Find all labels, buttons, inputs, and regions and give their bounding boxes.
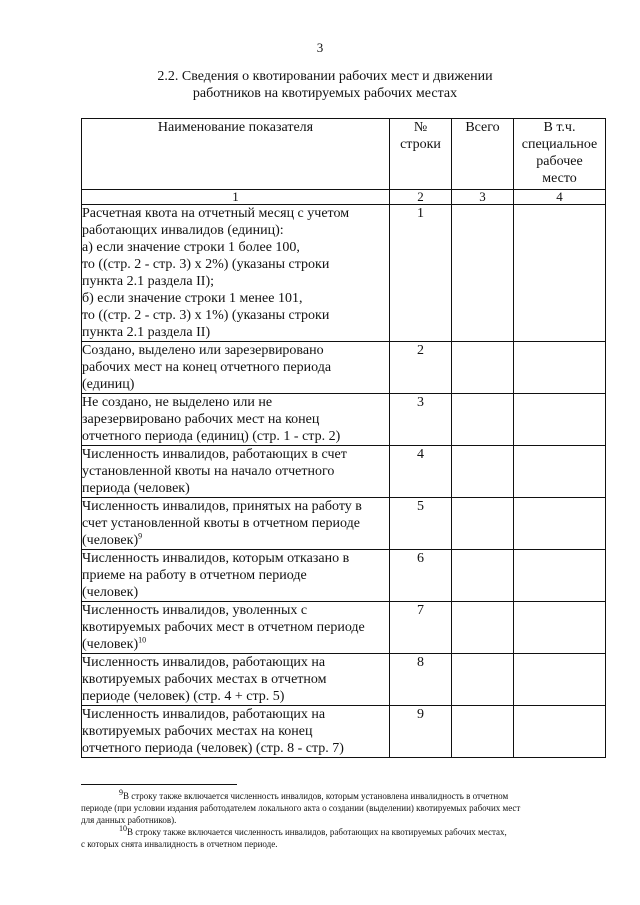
special-workplace-value-cell[interactable] <box>514 498 606 550</box>
indicator-name-line: периоде (человек) (стр. 4 + стр. 5) <box>82 689 285 704</box>
header-indicator-name: Наименование показателя <box>82 119 390 190</box>
indicator-name-line: приеме на работу в отчетном периоде <box>82 568 307 583</box>
table-row <box>82 602 606 654</box>
indicator-name-line <box>82 636 389 653</box>
special-workplace-value-cell[interactable] <box>514 394 606 446</box>
table-row <box>82 550 606 602</box>
total-value-cell[interactable] <box>452 706 514 758</box>
header-special-workplace <box>514 119 606 190</box>
table-header-row <box>82 119 606 190</box>
total-value-cell[interactable] <box>452 550 514 602</box>
total-value-cell[interactable] <box>452 205 514 342</box>
indicator-name-text: (человек) <box>82 637 139 652</box>
table-row <box>82 706 606 758</box>
indicator-name-line: отчетного периода (единиц) (стр. 1 - стр. 2) <box>82 429 341 444</box>
table-row <box>82 342 606 394</box>
indicator-name-line: периода (человек) <box>82 481 190 496</box>
line-number-cell: 5 <box>390 498 452 550</box>
header-special-line-4: место <box>542 171 577 186</box>
indicator-name-line: пункта 2.1 раздела II); <box>82 274 215 289</box>
line-number-cell: 1 <box>390 205 452 342</box>
indicator-name-line: Численность инвалидов, работающих в счет <box>82 447 347 462</box>
special-workplace-value-cell[interactable] <box>514 654 606 706</box>
footnote-mark: 10 <box>119 824 127 833</box>
indicator-name-line: (единиц) <box>82 377 135 392</box>
footnote-reference: 10 <box>138 635 147 645</box>
indicator-name-line: счет установленной квоты в отчетном периоде <box>82 516 360 531</box>
indicator-name-line: Расчетная квота на отчетный месяц с учетом <box>82 206 350 221</box>
footnote-line: с которых снята инвалидность в отчетном периоде. <box>81 839 278 849</box>
indicator-name-line: установленной квоты на начало отчетного <box>82 464 335 479</box>
footnote-mark: 9 <box>119 788 123 797</box>
indicator-name-line: то ((стр. 2 - стр. 3) x 2%) (указаны строки <box>82 257 330 272</box>
indicator-name-line: Создано, выделено или зарезервировано <box>82 343 324 358</box>
footnote-text: В строку также включается численность инвалидов, которым установлена инвалидность в отчетном <box>123 791 509 801</box>
line-number-cell: 7 <box>390 602 452 654</box>
column-number-row <box>82 190 606 205</box>
section-title-line-2: работников на квотируемых рабочих местах <box>192 86 458 101</box>
footnote <box>81 790 611 826</box>
total-value-cell[interactable] <box>452 342 514 394</box>
line-number-cell: 9 <box>390 706 452 758</box>
indicator-name-cell <box>82 342 390 394</box>
line-number-cell: 6 <box>390 550 452 602</box>
indicator-name-line: отчетного периода (человек) (стр. 8 - стр. 7) <box>82 741 344 756</box>
footnote-line: для данных работников). <box>81 815 177 825</box>
footnote-line: периоде (при условии издания работодателем локального акта о создании (выделении) квотируемых рабочих мест <box>81 803 521 813</box>
footnote <box>81 826 611 850</box>
indicator-name-cell <box>82 205 390 342</box>
special-workplace-value-cell[interactable] <box>514 706 606 758</box>
indicator-name-cell <box>82 602 390 654</box>
footnote-text: В строку также включается численность инвалидов, работающих на квотируемых рабочих местах, <box>127 827 507 837</box>
column-number-2: 2 <box>390 190 452 205</box>
line-number-cell: 3 <box>390 394 452 446</box>
header-total: Всего <box>452 119 514 190</box>
indicator-name-line: то ((стр. 2 - стр. 3) x 1%) (указаны строки <box>82 308 330 323</box>
section-title-line-1: 2.2. Сведения о квотировании рабочих мест и движении <box>157 69 493 84</box>
column-number-3: 3 <box>452 190 514 205</box>
indicator-name-line: Численность инвалидов, работающих на <box>82 655 326 670</box>
footnote-reference: 9 <box>138 531 143 541</box>
total-value-cell[interactable] <box>452 654 514 706</box>
special-workplace-value-cell[interactable] <box>514 446 606 498</box>
table-row <box>82 498 606 550</box>
indicator-name-line: Численность инвалидов, которым отказано в <box>82 551 350 566</box>
indicator-name-line: пункта 2.1 раздела II) <box>82 325 211 340</box>
indicator-name-cell <box>82 706 390 758</box>
table-row <box>82 394 606 446</box>
line-number-cell: 2 <box>390 342 452 394</box>
header-line-number <box>390 119 452 190</box>
quota-table <box>81 118 606 758</box>
footnote-line <box>81 790 611 802</box>
footnote-separator <box>81 784 237 785</box>
indicator-name-line: Численность инвалидов, работающих на <box>82 707 326 722</box>
indicator-name-line: рабочих мест на конец отчетного периода <box>82 360 332 375</box>
special-workplace-value-cell[interactable] <box>514 550 606 602</box>
table-row <box>82 205 606 342</box>
indicator-name-line: (человек) <box>82 585 139 600</box>
total-value-cell[interactable] <box>452 498 514 550</box>
table-row <box>82 446 606 498</box>
total-value-cell[interactable] <box>452 602 514 654</box>
indicator-name-text: (человек) <box>82 533 139 548</box>
indicator-name-cell <box>82 498 390 550</box>
indicator-name-line: квотируемых рабочих местах на конец <box>82 724 313 739</box>
header-line-number-symbol: № <box>413 120 428 135</box>
indicator-name-cell <box>82 446 390 498</box>
line-number-cell: 4 <box>390 446 452 498</box>
indicator-name-line: квотируемых рабочих местах в отчетном <box>82 672 327 687</box>
footnotes <box>81 790 611 850</box>
indicator-name-line <box>82 532 389 549</box>
special-workplace-value-cell[interactable] <box>514 342 606 394</box>
header-special-line-2: специальное <box>521 137 598 152</box>
indicator-name-cell <box>82 394 390 446</box>
column-number-1: 1 <box>82 190 390 205</box>
indicator-name-line: б) если значение строки 1 менее 101, <box>82 291 303 306</box>
header-line-number-word: строки <box>400 137 441 152</box>
total-value-cell[interactable] <box>452 394 514 446</box>
indicator-name-line: Численность инвалидов, принятых на работу в <box>82 499 362 514</box>
indicator-name-line: Не создано, не выделено или не <box>82 395 273 410</box>
total-value-cell[interactable] <box>452 446 514 498</box>
table-row <box>82 654 606 706</box>
header-special-line-1: В т.ч. <box>543 120 576 135</box>
line-number-cell: 8 <box>390 654 452 706</box>
column-number-4: 4 <box>514 190 606 205</box>
indicator-name-line: Численность инвалидов, уволенных с <box>82 603 308 618</box>
indicator-name-cell <box>82 550 390 602</box>
special-workplace-value-cell[interactable] <box>514 602 606 654</box>
indicator-name-line: работающих инвалидов (единиц): <box>82 223 284 238</box>
indicator-name-line: квотируемых рабочих мест в отчетном периоде <box>82 620 365 635</box>
page-number: 3 <box>316 40 324 55</box>
indicator-name-line: зарезервировано рабочих мест на конец <box>82 412 320 427</box>
header-special-line-3: рабочее <box>536 154 583 169</box>
indicator-name-line: а) если значение строки 1 более 100, <box>82 240 300 255</box>
table-body <box>82 205 606 758</box>
footnote-line <box>81 826 611 838</box>
section-title <box>100 68 550 102</box>
special-workplace-value-cell[interactable] <box>514 205 606 342</box>
indicator-name-cell <box>82 654 390 706</box>
